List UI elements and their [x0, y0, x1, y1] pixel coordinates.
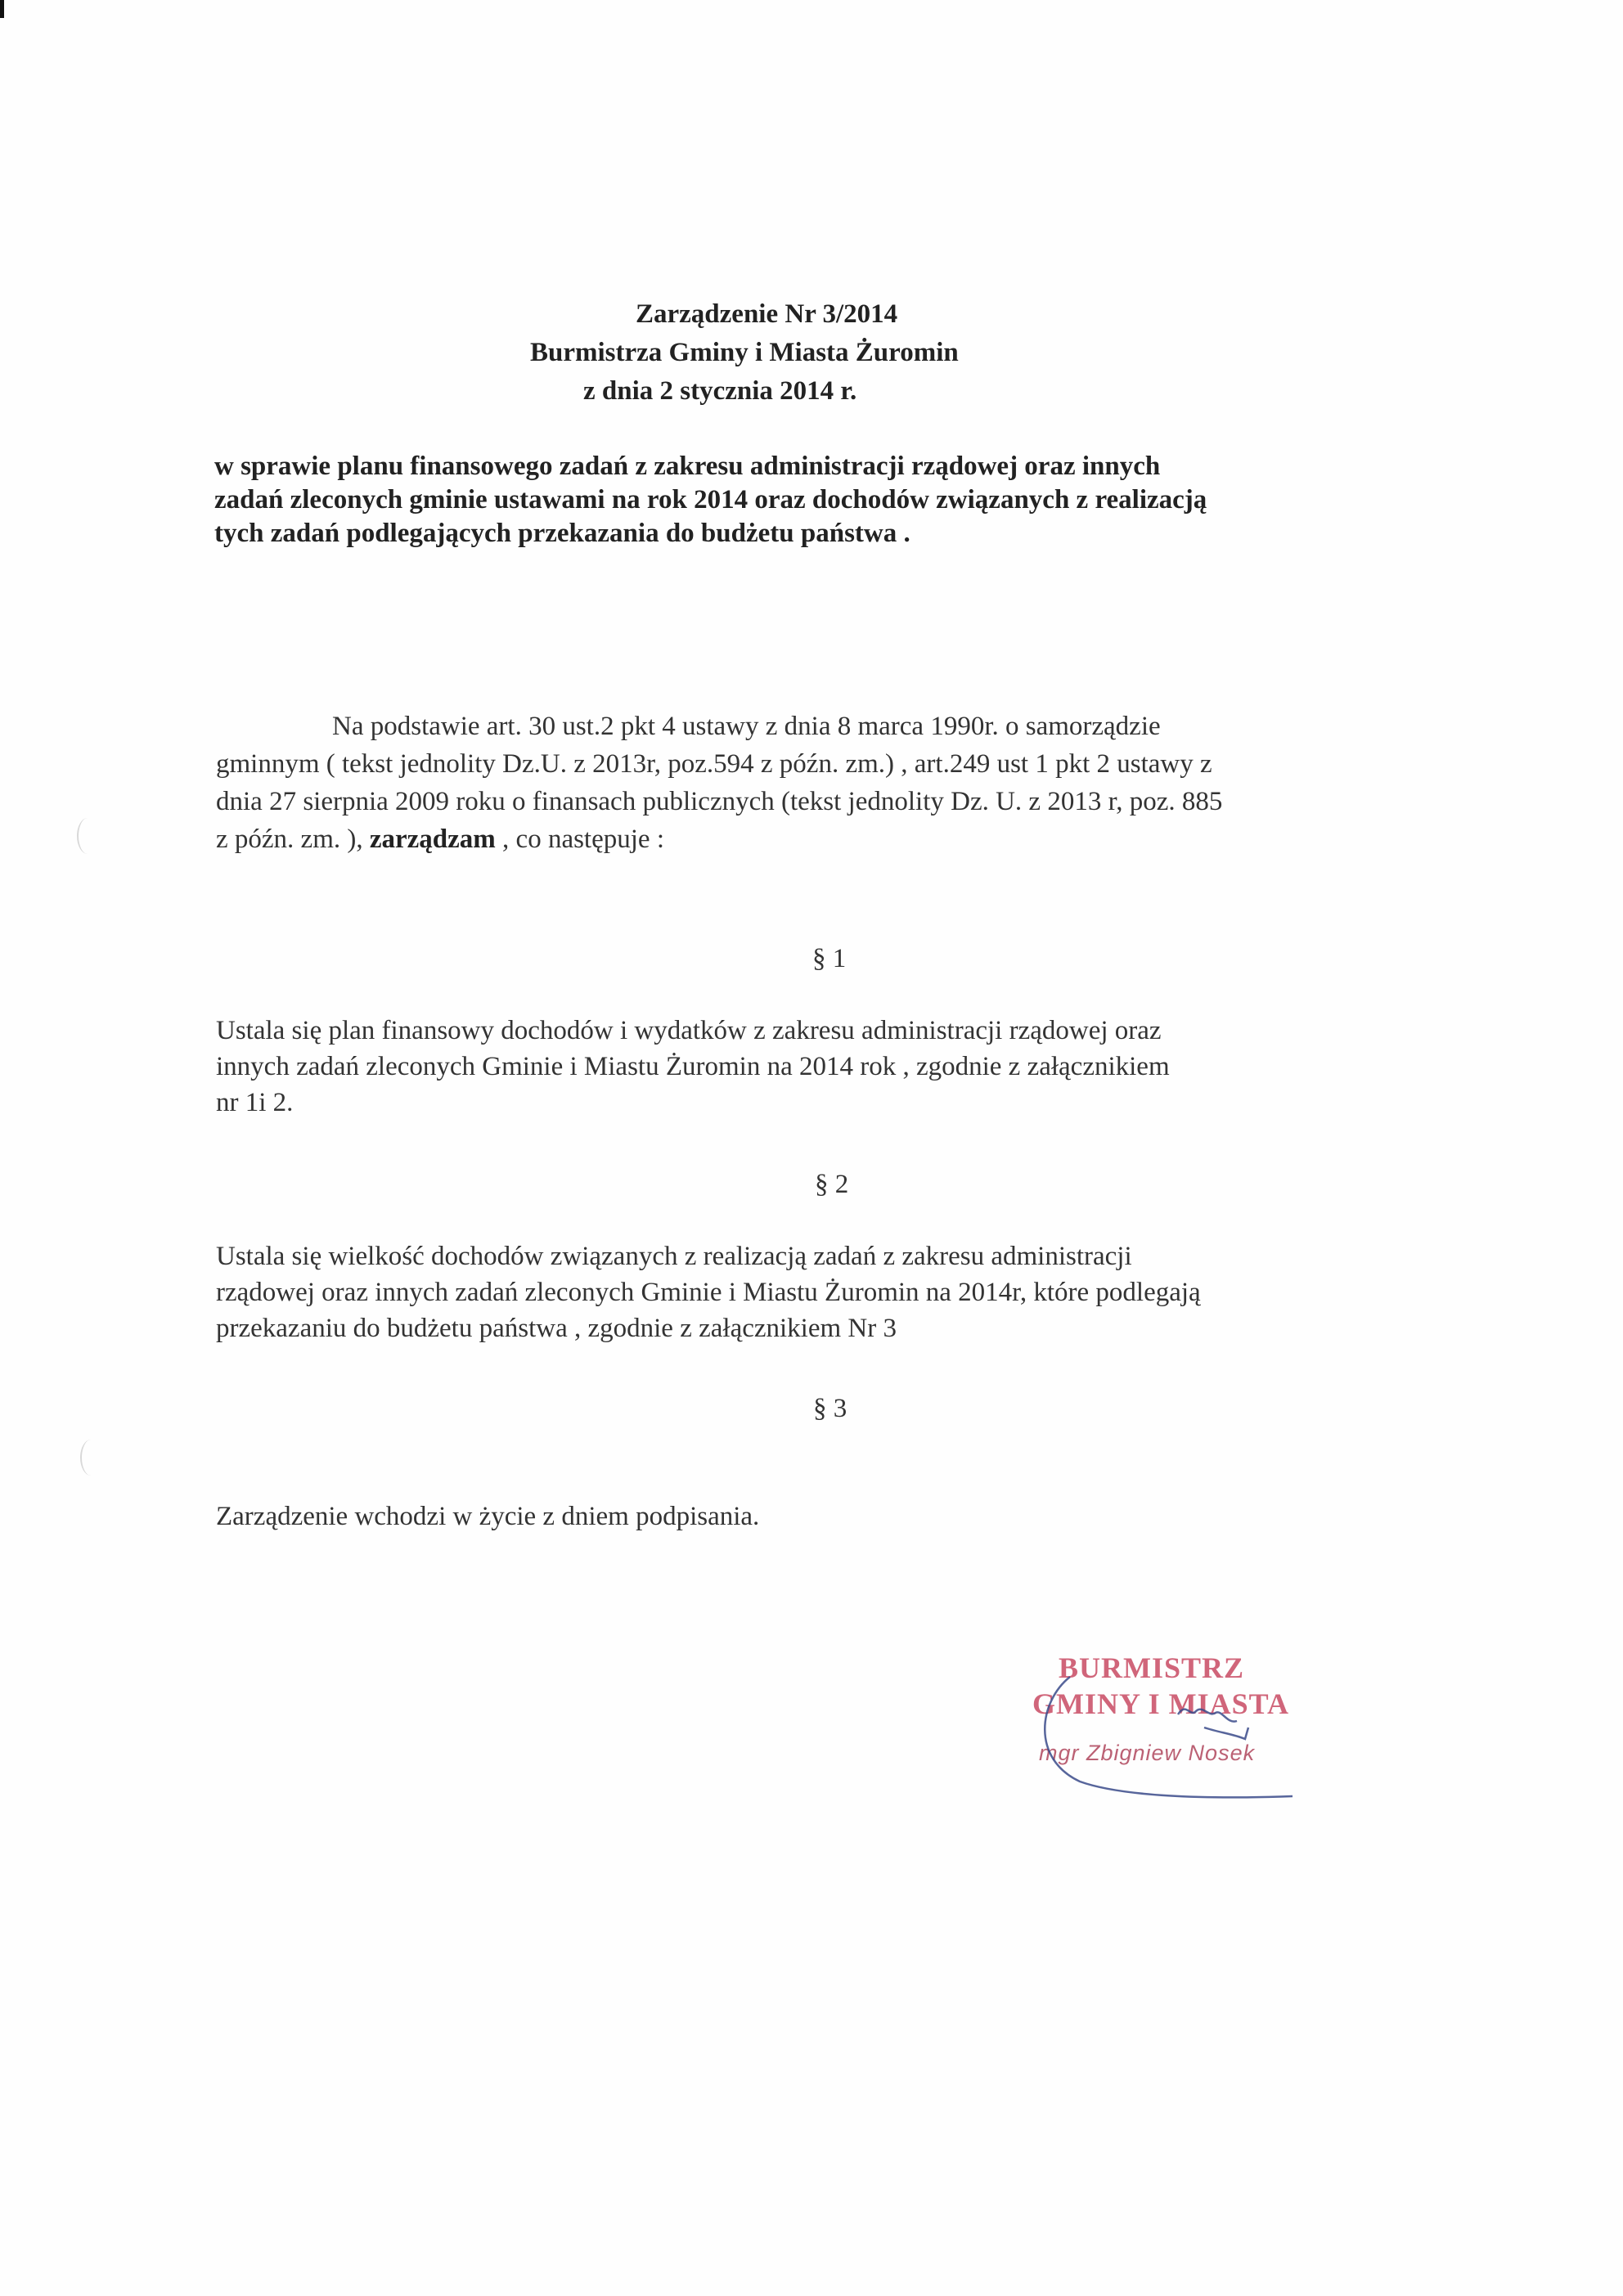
preamble-line: gminnym ( tekst jednolity Dz.U. z 2013r, poz.594 z późn. zm.) , art.249 ust 1 pkt 2 ustawy z	[216, 749, 1212, 779]
subject-line: w sprawie planu finansowego zadań z zakresu administracji rządowej oraz innych	[214, 452, 1161, 481]
section-2-mark: § 2	[815, 1170, 849, 1199]
section-line: rządowej oraz innych zadań zleconych Gminie i Miastu Żuromin na 2014r, które podlegają	[216, 1278, 1201, 1307]
section-2-text	[216, 1238, 1201, 1346]
section-1-mark: § 1	[812, 944, 847, 973]
section-line: Ustala się wielkość dochodów związanych z realizacją zadań z zakresu administracji	[216, 1242, 1132, 1271]
preamble-text: z późn. zm. ),	[216, 824, 370, 854]
scan-edge-mark	[0, 0, 4, 18]
binder-hole-mark	[80, 1440, 101, 1476]
stamp-name: mgr Zbigniew Nosek	[1039, 1741, 1256, 1765]
preamble-line: Na podstawie art. 30 ust.2 pkt 4 ustawy z dnia 8 marca 1990r. o samorządzie	[332, 712, 1161, 741]
handwritten-signature	[1023, 1636, 1350, 1808]
section-3-mark: § 3	[813, 1394, 847, 1423]
section-1-text	[216, 1013, 1170, 1121]
binder-hole-mark	[77, 818, 98, 854]
subject-line: tych zadań podlegających przekazania do budżetu państwa .	[214, 519, 910, 548]
section-line: Zarządzenie wchodzi w życie z dniem podpisania.	[216, 1502, 760, 1531]
section-line: nr 1i 2.	[216, 1088, 294, 1117]
section-line: Ustala się plan finansowy dochodów i wydatków z zakresu administracji rządowej oraz	[216, 1016, 1162, 1045]
preamble-line: dnia 27 sierpnia 2009 roku o finansach publicznych (tekst jednolity Dz. U. z 2013 r, poz. 885	[216, 787, 1223, 816]
official-stamp	[1023, 1636, 1350, 1808]
preamble-line	[216, 821, 664, 857]
ordinance-subject	[214, 450, 1207, 550]
ordinance-date: z dnia 2 stycznia 2014 r.	[583, 376, 857, 406]
subject-line: zadań zleconych gminie ustawami na rok 2014 oraz dochodów związanych z realizacją	[214, 485, 1207, 514]
issuing-authority: Burmistrza Gminy i Miasta Żuromin	[530, 338, 959, 367]
section-line: innych zadań zleconych Gminie i Miastu Żuromin na 2014 rok , zgodnie z załącznikiem	[216, 1052, 1170, 1081]
stamp-title: BURMISTRZ	[1059, 1651, 1245, 1684]
ordinance-number: Zarządzenie Nr 3/2014	[636, 299, 898, 329]
preamble-keyword: zarządzam	[369, 824, 496, 854]
stamp-office: GMINY I MIASTA	[1032, 1687, 1290, 1720]
section-line: przekazaniu do budżetu państwa , zgodnie z załącznikiem Nr 3	[216, 1314, 897, 1343]
preamble-text: , co następuje :	[495, 824, 664, 854]
section-3-text	[216, 1498, 759, 1534]
